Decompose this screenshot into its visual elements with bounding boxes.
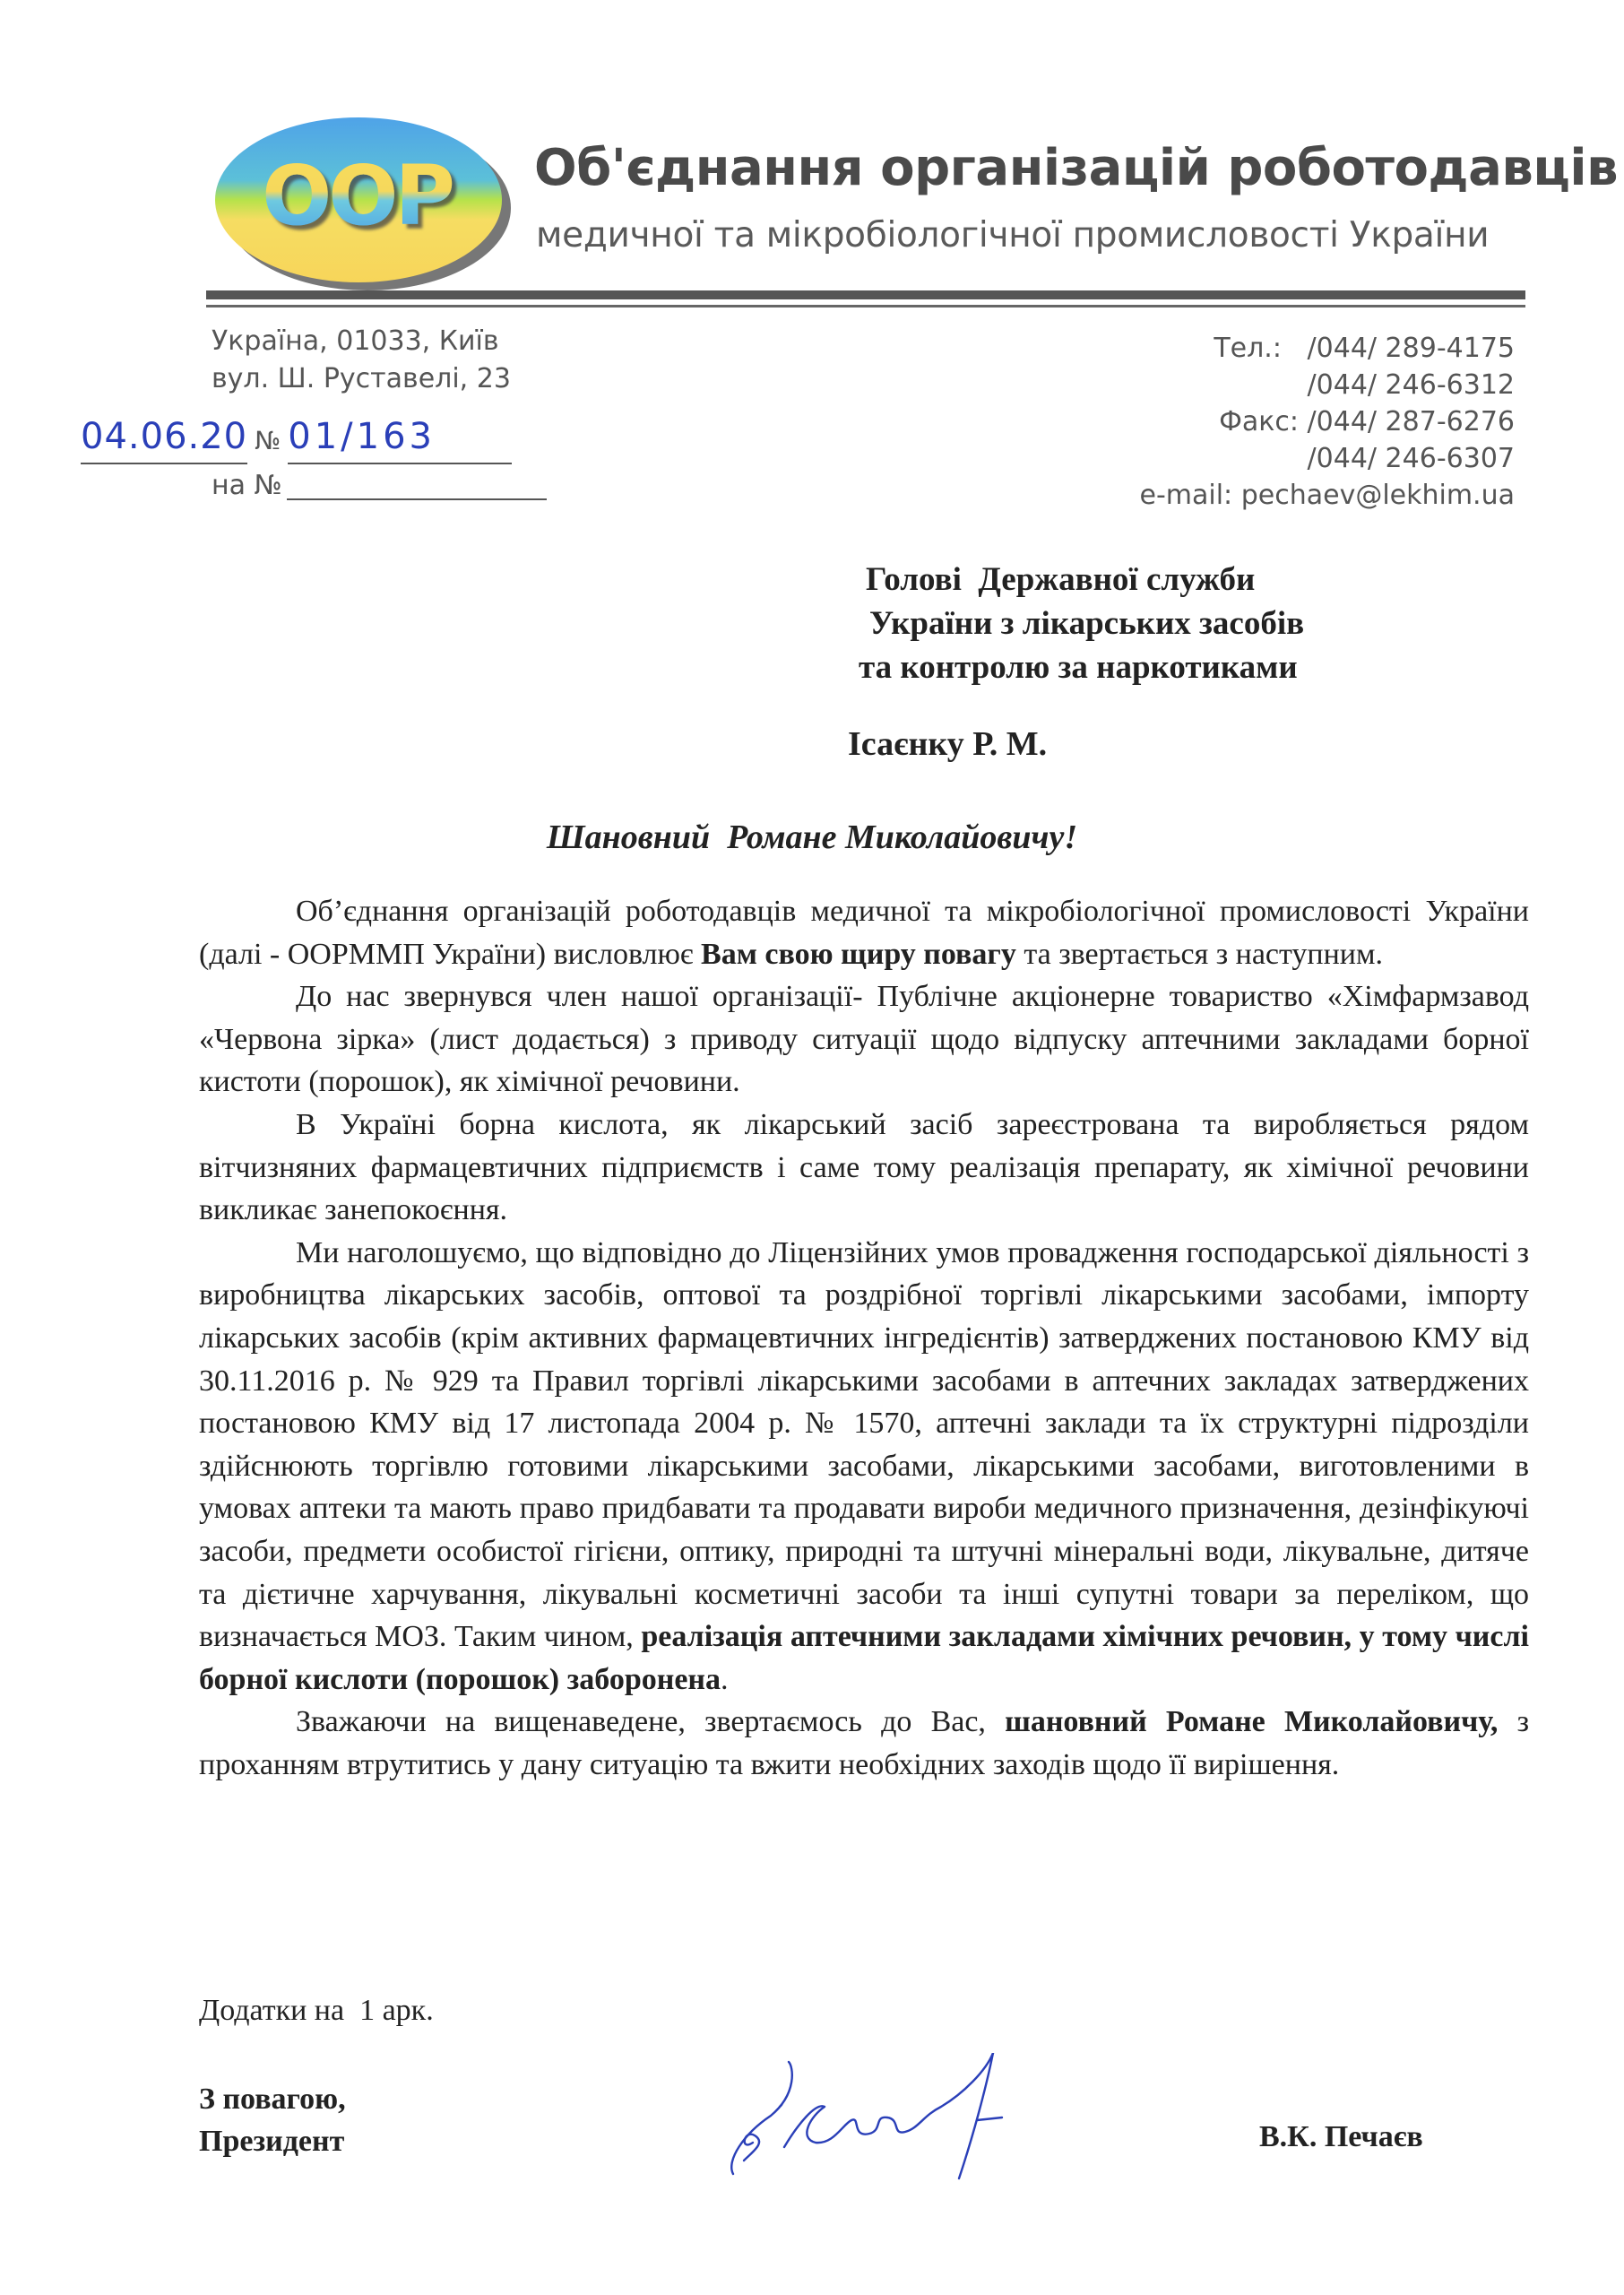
fax-row-2 xyxy=(1140,440,1516,477)
closing-phrase: З повагою, xyxy=(199,2083,346,2116)
fax-2: /044/ 246-6307 xyxy=(1307,443,1515,474)
paragraph-4-tail: . xyxy=(721,1662,729,1696)
addressee-block xyxy=(859,558,1304,689)
header-rule-thick xyxy=(206,290,1525,299)
logo-text: ООР xyxy=(262,148,452,244)
phone-row-2 xyxy=(1140,367,1516,403)
org-contacts xyxy=(1140,330,1516,514)
phone-2: /044/ 246-6312 xyxy=(1307,369,1515,401)
paragraph-4 xyxy=(199,1232,1529,1702)
signer-name: В.К. Печаєв xyxy=(1259,2120,1423,2153)
paragraph-5-tail: з проханням втрутитись у дану ситуацію та вжити необхідних заходів щодо її вирішення. xyxy=(199,1705,1530,1781)
registration-line xyxy=(81,411,565,464)
paragraph-4-emphasis: реалізація аптечними закладами хімічних речовин, у тому числі борної кислоти (порошок) заборонена xyxy=(199,1620,1530,1696)
email-row xyxy=(1140,477,1516,514)
fax-label: Факс: xyxy=(1219,406,1299,437)
salutation-name: Романе Миколайовичу! xyxy=(727,818,1078,856)
paragraph-1-tail: та звертається з наступним. xyxy=(1015,937,1384,971)
paragraph-1-emphasis: Вам свою щиру повагу xyxy=(701,937,1016,971)
org-name: Об'єднання організацій роботодавців xyxy=(534,139,1619,197)
phone-label: Тел.: xyxy=(1214,333,1282,364)
salutation xyxy=(0,818,1624,857)
org-logo xyxy=(204,109,518,296)
paragraph-5-text: Зважаючи на вищенаведене, звертаємось до Вас, xyxy=(296,1705,1006,1739)
addressee-line-2: України з лікарських засобів xyxy=(869,605,1305,642)
phone-row-1 xyxy=(1140,330,1516,367)
reply-to-label: на № xyxy=(212,470,282,501)
org-subtitle: медичної та мікробіологічної промисловості України xyxy=(536,215,1490,255)
address-line-street: вул. Ш. Руставелі, 23 xyxy=(212,363,511,394)
email-label: e-mail: xyxy=(1139,480,1233,511)
signer-title: Президент xyxy=(199,2125,345,2158)
number-field xyxy=(288,414,512,464)
letter-body xyxy=(199,890,1529,1786)
fax-1: /044/ 287-6276 xyxy=(1307,406,1515,437)
address-line-city: Україна, 01033, Київ xyxy=(212,325,499,357)
phone-1: /044/ 289-4175 xyxy=(1307,333,1515,364)
date-field xyxy=(81,414,247,464)
paragraph-1-text: Об’єднання організацій роботодавців медичної та мікробіологічної промисловості України (далі - ООРММП України) висловлює xyxy=(199,895,1529,971)
paragraph-2: До нас звернувся член нашої організації- Публічне акціонерне товариство «Хімфармзавод «Червона зірка» (лист додається) з приводу ситуації щодо відпуску аптечними закладами борної кистоти (порошок), як хімічної речовини. xyxy=(199,980,1529,1099)
reply-to-blank xyxy=(287,498,547,500)
paragraph-5 xyxy=(199,1701,1529,1786)
paragraph-4-text: Ми наголошуємо, що відповідно до Ліцензійних умов провадження господарської діяльності з виробництва лікарських засобів, оптової та роздрібної торгівлі лікарськими засобами, імпорту лікарських засобів (крім активних фармацевтичних інгредієнтів) затверджених постановою КМУ від 30.11.2016 р. № 929 та Правил торгівлі лікарськими засобами в аптечних закладах затверджених постановою КМУ від 17 листопада 2004 р. № 1570, аптечні заклади та їх структурні підрозділи здійснюють торгівлю готовими лікарськими засобами, лікарськими засобами, виготовленими в умовах аптеки та мають право придбавати та продавати вироби медичного призначення, дезінфікуючі засоби, предмети особистої гігієни, оптику, природні та штучні мінеральні води, лікувальне, дитяче та дієтичне харчування, лікувальні косметичні засоби та інші супутні товари за переліком, що визначається МОЗ. Таким чином, xyxy=(199,1235,1529,1654)
outgoing-date: 04.06.20 xyxy=(81,416,248,457)
org-address xyxy=(212,323,511,398)
addressee-line-3: та контролю за наркотиками xyxy=(859,649,1298,686)
closing-block xyxy=(199,2078,346,2162)
paragraph-5-emphasis: шановний Романе Миколайовичу, xyxy=(1005,1705,1499,1739)
addressee-line-1: Голові Державної служби xyxy=(866,561,1256,598)
email-address[interactable]: pechaev@lekhim.ua xyxy=(1240,480,1515,511)
header-rule-thin xyxy=(206,305,1525,307)
outgoing-number: 01/163 xyxy=(288,416,436,457)
salutation-word: Шановний xyxy=(546,818,711,856)
number-label: № xyxy=(255,426,281,455)
handwritten-signature xyxy=(717,2053,1093,2187)
recipient-name: Ісаєнку Р. М. xyxy=(848,725,1048,763)
attachments-note: Додатки на 1 арк. xyxy=(199,1994,434,2027)
paragraph-3: В Україні борна кислота, як лікарський засіб зареєстрована та виробляється рядом вітчизняних фармацевтичних підприємств і саме тому реалізація препарату, як хімічної речовини викликає занепокоєння. xyxy=(199,1107,1529,1227)
paragraph-1 xyxy=(199,890,1529,975)
fax-row-1 xyxy=(1140,403,1516,440)
